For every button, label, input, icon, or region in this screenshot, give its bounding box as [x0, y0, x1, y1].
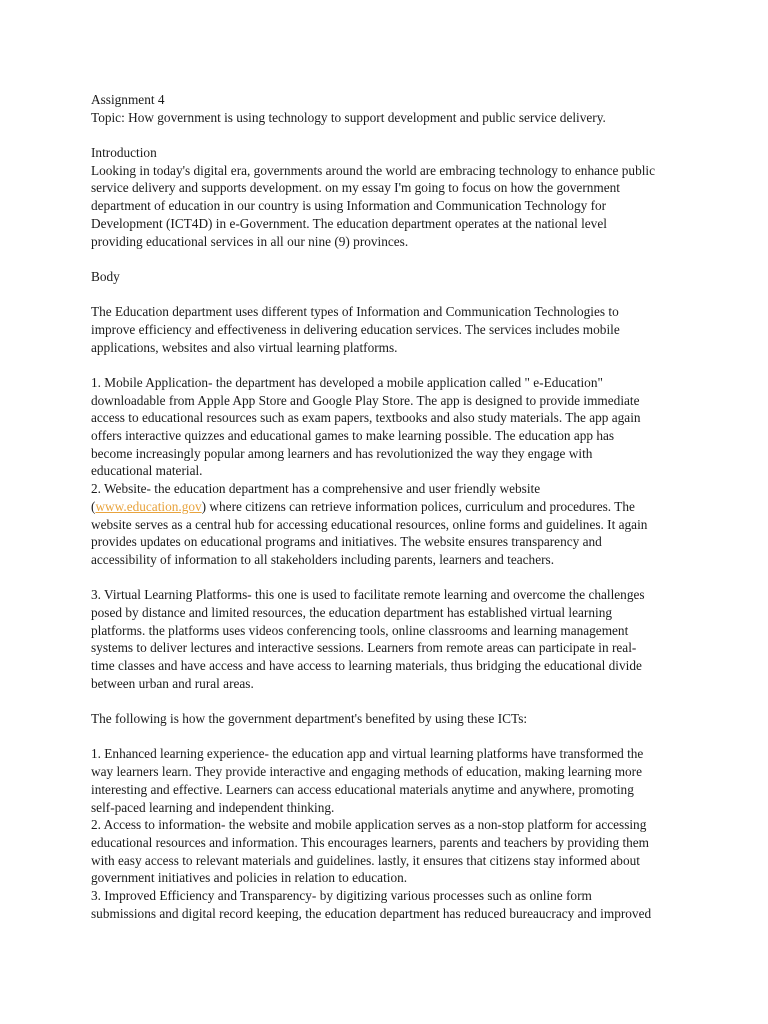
benefit-line: government initiatives and policies in relation to education.	[91, 870, 408, 886]
benefit-line: interesting and effective. Learners can access educational materials anytime and anywhere, promoting	[91, 781, 634, 797]
mobile-app-line: downloadable from Apple App Store and Google Play Store. The app is designed to provide immediate	[91, 392, 640, 408]
benefit-line: self-paced learning and independent thinking.	[91, 799, 335, 815]
website-line: 2. Website- the education department has a comprehensive and user friendly website	[91, 481, 541, 497]
mobile-app-line: offers interactive quizzes and educational games to make learning possible. The education app has	[91, 428, 615, 444]
benefit-line: 2. Access to information- the website and mobile application serves as a non-stop platform for accessing	[91, 817, 647, 833]
spacer	[91, 286, 691, 304]
virtual-learning-line: between urban and rural areas.	[91, 675, 254, 691]
website-line: accessibility of information to all stakeholders including parents, learners and teachers.	[91, 551, 555, 567]
benefit-line: educational resources and information. This encourages learners, parents and teachers by providing them	[91, 834, 650, 850]
body-heading: Body	[91, 268, 120, 284]
spacer	[91, 728, 691, 746]
virtual-learning-line: posed by distance and limited resources, the education department has established virtual learning	[91, 604, 613, 620]
body-intro-line: The Education department uses different types of Information and Communication Technologies to	[91, 304, 619, 320]
spacer	[91, 356, 691, 374]
topic-line: Topic: How government is using technology to support development and public service delivery.	[91, 109, 606, 125]
body-intro-line: applications, websites and also virtual learning platforms.	[91, 339, 398, 355]
mobile-app-line: 1. Mobile Application- the department has developed a mobile application called " e-Education"	[91, 375, 603, 390]
benefit-line: 1. Enhanced learning experience- the education app and virtual learning platforms have transformed the	[91, 746, 644, 762]
virtual-learning-line: time classes and have access and have access to learning materials, thus bridging the educational divide	[91, 658, 642, 673]
assignment-title: Assignment 4	[91, 92, 165, 107]
benefits-heading: The following is how the government department's benefited by using these ICTs:	[91, 711, 528, 727]
mobile-app-line: educational material.	[91, 463, 203, 479]
spacer	[91, 126, 691, 144]
body-intro-line: improve efficiency and effectiveness in delivering education services. The services includes mobile	[91, 321, 620, 337]
intro-line: department of education in our country is using Information and Communication Technology for	[91, 198, 607, 214]
virtual-learning-line: platforms. the platforms uses videos conferencing tools, online classrooms and learning management	[91, 622, 629, 638]
benefit-line: submissions and digital record keeping, the education department has reduced bureaucracy and improved	[91, 905, 652, 921]
website-line	[91, 498, 691, 516]
virtual-learning-line: systems to deliver lectures and interactive sessions. Learners from remote areas can participate in real-	[91, 640, 637, 656]
spacer	[91, 569, 691, 587]
introduction-heading: Introduction	[91, 145, 157, 161]
benefit-line: 3. Improved Efficiency and Transparency- by digitizing various processes such as online form	[91, 887, 592, 903]
intro-line: service delivery and supports development. on my essay I'm going to focus on how the government	[91, 180, 620, 196]
spacer	[91, 692, 691, 710]
mobile-app-line: access to educational resources such as exam papers, textbooks and also study materials. The app again	[91, 410, 641, 426]
virtual-learning-line: 3. Virtual Learning Platforms- this one is used to facilitate remote learning and overcome the challenges	[91, 587, 645, 603]
website-line-rest: ) where citizens can retrieve information polices, curriculum and procedures. The	[201, 498, 635, 514]
website-line: provides updates on educational programs and initiatives. The website ensures transparency and	[91, 534, 602, 550]
intro-line: Development (ICT4D) in e-Government. The education department operates at the national level	[91, 215, 607, 231]
document-body	[91, 91, 691, 922]
mobile-app-line: become increasingly popular among learners and has revolutionized the way they engage with	[91, 445, 593, 461]
intro-line: Looking in today's digital era, governments around the world are embracing technology to enhance public	[91, 162, 656, 178]
open-paren: (	[91, 498, 96, 514]
education-website-link[interactable]: www.education.gov	[95, 498, 202, 514]
benefit-line: way learners learn. They provide interactive and engaging methods of education, making learning more	[91, 764, 643, 780]
intro-line: providing educational services in all our nine (9) provinces.	[91, 233, 409, 249]
spacer	[91, 250, 691, 268]
website-line: website serves as a central hub for accessing educational resources, online forms and guidelines. It again	[91, 516, 648, 532]
benefit-line: with easy access to relevant materials and guidelines. lastly, it ensures that citizens stay informed about	[91, 852, 640, 868]
